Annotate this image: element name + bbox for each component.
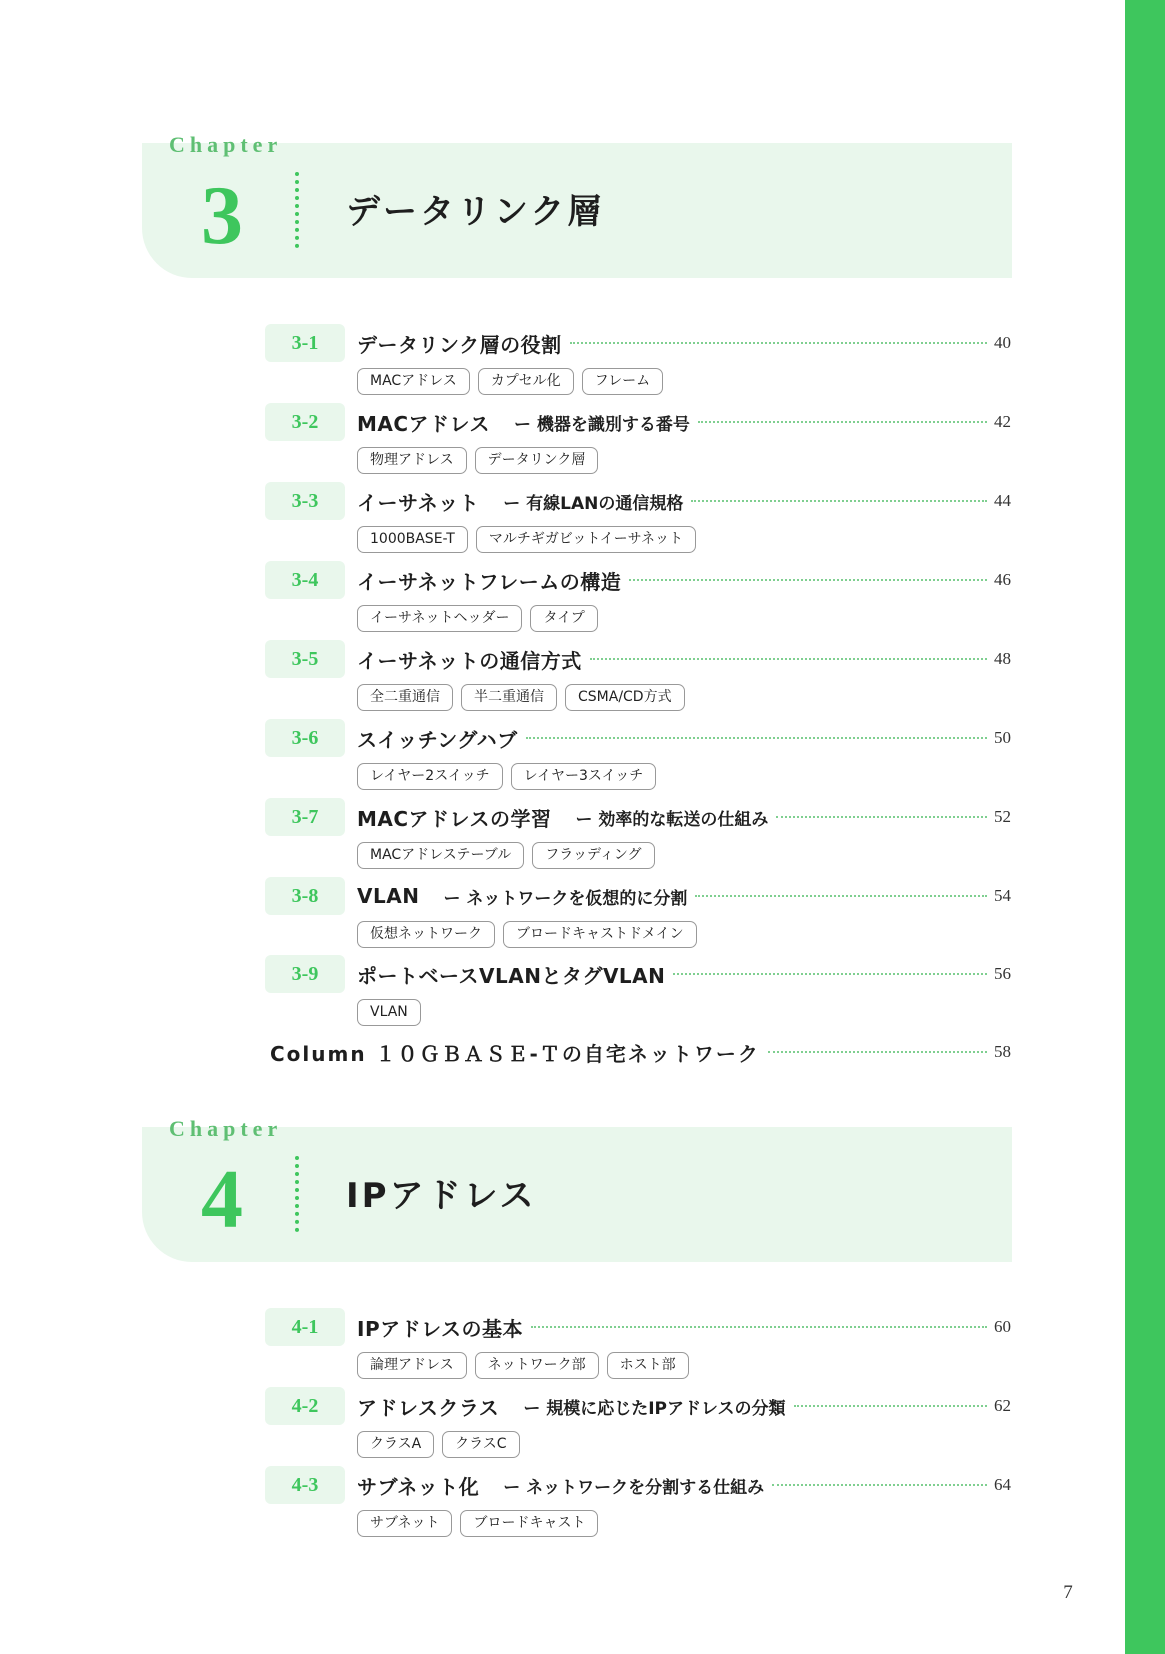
page-reference: 46 — [994, 570, 1011, 589]
keyword-tag: タイプ — [530, 605, 597, 632]
keyword-tag: ホスト部 — [607, 1352, 689, 1379]
dotted-leader — [698, 421, 987, 423]
keyword-tags — [357, 447, 598, 474]
section-number: 3-5 — [265, 640, 345, 678]
dotted-leader — [695, 895, 987, 897]
keyword-tag: VLAN — [357, 999, 421, 1026]
toc-entry-3-6[interactable] — [265, 719, 1011, 791]
keyword-tags — [357, 1431, 520, 1458]
section-title[interactable]: ポートベースVLANとタグVLAN — [357, 963, 666, 988]
keyword-tag: レイヤー2スイッチ — [357, 763, 503, 790]
section-title[interactable]: サブネット化 — [357, 1474, 480, 1499]
toc-entry-3-5[interactable] — [265, 640, 1011, 712]
section-title[interactable]: MACアドレスの学習 — [357, 806, 552, 831]
section-title[interactable]: MACアドレス — [357, 411, 490, 436]
chapter-4-number: 4 — [201, 1153, 243, 1246]
section-title[interactable]: イーサネットの通信方式 — [357, 648, 582, 673]
keyword-tag: クラスC — [442, 1431, 519, 1458]
section-number: 3-4 — [265, 561, 345, 599]
keyword-tag: CSMA/CD方式 — [565, 684, 685, 711]
section-subtitle: ー ネットワークを仮想的に分割 — [443, 888, 688, 909]
keyword-tags — [357, 1510, 598, 1537]
section-subtitle: ー 有線LANの通信規格 — [503, 493, 684, 514]
section-title[interactable]: IPアドレスの基本 — [357, 1316, 523, 1341]
keyword-tags — [357, 999, 421, 1026]
keyword-tags — [357, 763, 656, 790]
keyword-tag: MACアドレステーブル — [357, 842, 524, 869]
keyword-tag: 1000BASE-T — [357, 526, 468, 553]
toc-entry-3-1[interactable] — [265, 324, 1011, 396]
section-number: 3-9 — [265, 955, 345, 993]
section-number: 4-2 — [265, 1387, 345, 1425]
column-title[interactable]: Column １０ＧＢＡＳＥ-Ｔの自宅ネットワーク — [270, 1041, 760, 1066]
page-reference: 56 — [994, 964, 1011, 983]
chapter-3-label: Chapter — [169, 132, 283, 157]
dotted-leader — [673, 973, 987, 975]
section-title[interactable]: VLAN — [357, 884, 420, 908]
keyword-tag: データリンク層 — [475, 447, 599, 474]
keyword-tag: イーサネットヘッダー — [357, 605, 522, 632]
page-reference: 60 — [994, 1317, 1011, 1336]
keyword-tags — [357, 684, 685, 711]
section-number: 4-3 — [265, 1466, 345, 1504]
toc-entry-4-3[interactable] — [265, 1466, 1011, 1538]
section-subtitle: ー 規模に応じたIPアドレスの分類 — [523, 1398, 786, 1419]
keyword-tag: 全二重通信 — [357, 684, 453, 711]
section-number: 3-8 — [265, 877, 345, 915]
toc-entry-3-8[interactable] — [265, 877, 1011, 949]
keyword-tags — [357, 526, 696, 553]
keyword-tag: 論理アドレス — [357, 1352, 467, 1379]
dotted-leader — [531, 1326, 987, 1328]
toc-entry-3-9[interactable] — [265, 955, 1011, 1027]
keyword-tag: フレーム — [582, 368, 663, 395]
page-reference: 64 — [994, 1475, 1011, 1494]
page-reference: 52 — [994, 807, 1011, 826]
dotted-leader — [794, 1405, 987, 1407]
page-reference: 42 — [994, 412, 1011, 431]
keyword-tag: 仮想ネットワーク — [357, 921, 495, 948]
toc-entry-3-7[interactable] — [265, 798, 1011, 870]
section-number: 3-3 — [265, 482, 345, 520]
keyword-tag: MACアドレス — [357, 368, 470, 395]
chapter-3-divider — [295, 172, 299, 248]
chapter-4-label: Chapter — [169, 1116, 283, 1141]
chapter-3-number: 3 — [201, 169, 243, 262]
toc-entry-4-2[interactable] — [265, 1387, 1011, 1459]
section-title[interactable]: アドレスクラス — [357, 1395, 500, 1420]
keyword-tags — [357, 842, 655, 869]
toc-entry-3-3[interactable] — [265, 482, 1011, 554]
section-subtitle: ー ネットワークを分割する仕組み — [503, 1477, 765, 1498]
dotted-leader — [772, 1484, 987, 1486]
dotted-leader — [629, 579, 987, 581]
keyword-tags — [357, 605, 598, 632]
dotted-leader — [526, 737, 987, 739]
keyword-tag: クラスA — [357, 1431, 434, 1458]
toc-entry-3-4[interactable] — [265, 561, 1011, 633]
keyword-tags — [357, 1352, 689, 1379]
page-reference: 44 — [994, 491, 1011, 510]
keyword-tag: 物理アドレス — [357, 447, 467, 474]
dotted-leader — [570, 342, 987, 344]
keyword-tag: ネットワーク部 — [475, 1352, 599, 1379]
side-color-stripe — [1125, 0, 1165, 1654]
page-reference: 54 — [994, 886, 1011, 905]
keyword-tags — [357, 368, 663, 395]
section-number: 3-7 — [265, 798, 345, 836]
section-title[interactable]: イーサネットフレームの構造 — [357, 569, 622, 594]
dotted-leader — [590, 658, 987, 660]
section-title[interactable]: イーサネット — [357, 490, 480, 515]
chapter-4-banner — [142, 1127, 1012, 1262]
page-reference: 50 — [994, 728, 1011, 747]
toc-entry-column[interactable] — [270, 1033, 1011, 1071]
keyword-tag: ブロードキャスト — [460, 1510, 598, 1537]
dotted-leader — [776, 816, 987, 818]
page-reference: 48 — [994, 649, 1011, 668]
dotted-leader — [768, 1051, 987, 1053]
keyword-tag: 半二重通信 — [461, 684, 557, 711]
keyword-tag: ブロードキャストドメイン — [503, 921, 697, 948]
dotted-leader — [691, 500, 987, 502]
keyword-tag: サブネット — [357, 1510, 452, 1537]
keyword-tag: マルチギガビットイーサネット — [476, 526, 696, 553]
section-number: 4-1 — [265, 1308, 345, 1346]
section-subtitle: ー 機器を識別する番号 — [513, 414, 690, 435]
section-subtitle: ー 効率的な転送の仕組み — [575, 809, 769, 830]
chapter-4-divider — [295, 1156, 299, 1232]
page-reference: 58 — [994, 1042, 1011, 1061]
keyword-tags — [357, 921, 697, 948]
section-number: 3-2 — [265, 403, 345, 441]
section-title[interactable]: データリンク層の役割 — [357, 332, 562, 357]
keyword-tag: フラッディング — [532, 842, 654, 869]
page-number: 7 — [1063, 1582, 1073, 1603]
keyword-tag: カプセル化 — [478, 368, 574, 395]
section-number: 3-1 — [265, 324, 345, 362]
page-reference: 40 — [994, 333, 1011, 352]
chapter-4-title: IPアドレス — [346, 1176, 537, 1216]
keyword-tag: レイヤー3スイッチ — [511, 763, 657, 790]
toc-entry-3-2[interactable] — [265, 403, 1011, 475]
chapter-3-title: データリンク層 — [346, 192, 605, 232]
section-number: 3-6 — [265, 719, 345, 757]
page-reference: 62 — [994, 1396, 1011, 1415]
section-title[interactable]: スイッチングハブ — [357, 727, 518, 752]
toc-entry-4-1[interactable] — [265, 1308, 1011, 1380]
